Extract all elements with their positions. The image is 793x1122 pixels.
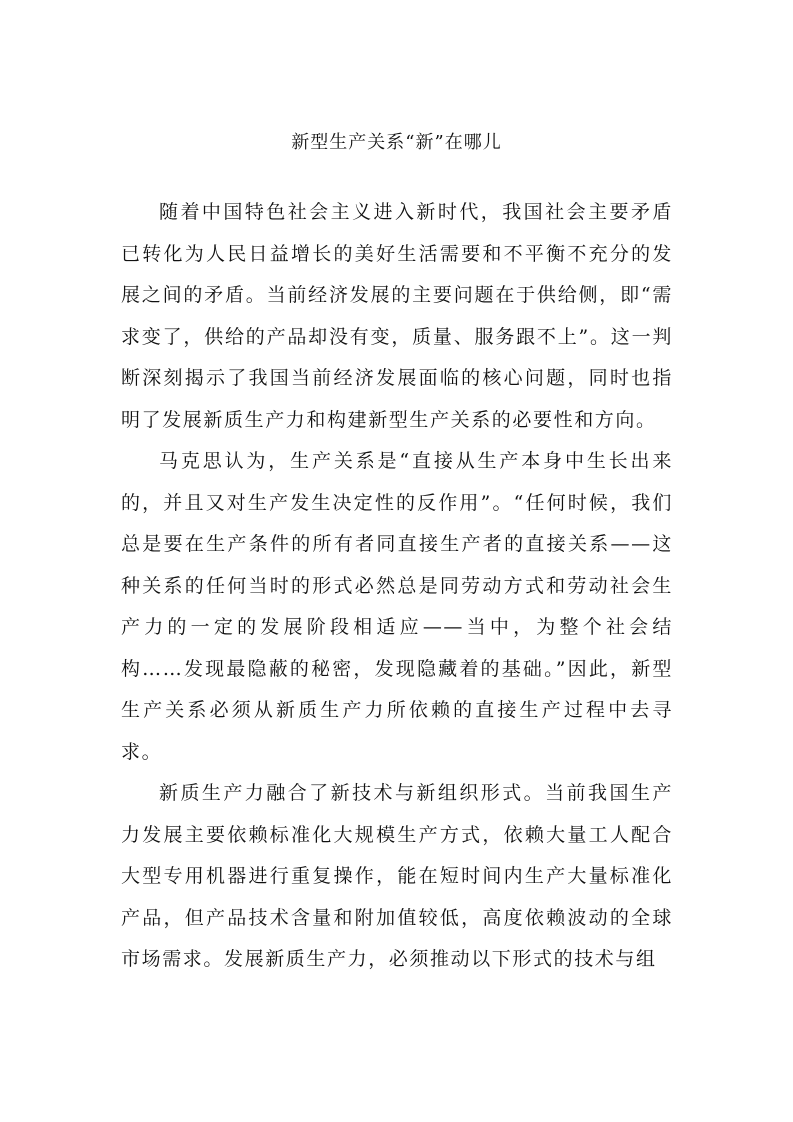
paragraph-3: 新质生产力融合了新技术与新组织形式。当前我国生产力发展主要依赖标准化大规模生产方式，依赖大量工人配合大型专用机器进行重复操作，能在短时间内生产大量标准化产品，但产品技术含量和附加值较低，高度依赖波动的全球市场需求。发展新质生产力，必须推动以下形式的技术与组 xyxy=(121,782,673,970)
document-title: 新型生产关系“新”在哪儿 xyxy=(291,132,502,153)
document-body xyxy=(121,192,673,981)
paragraph-2: 马克思认为，生产关系是“直接从生产本身中生长出来的，并且又对生产发生决定性的反作用”。“任何时候，我们总是要在生产条件的所有者同直接生产者的直接关系——这种关系的任何当时的形式必然总是同劳动方式和劳动社会生产力的一定的发展阶段相适应——当中，为整个社会结构……发现最隐蔽的秘密，发现隐藏着的基础。”因此，新型生产关系必须从新质生产力所依赖的直接生产过程中去寻求。 xyxy=(121,450,673,763)
paragraph-1: 随着中国特色社会主义进入新时代，我国社会主要矛盾已转化为人民日益增长的美好生活需要和不平衡不充分的发展之间的矛盾。当前经济发展的主要问题在于供给侧，即“需求变了，供给的产品却没有变，质量、服务跟不上”。这一判断深刻揭示了我国当前经济发展面临的核心问题，同时也指明了发展新质生产力和构建新型生产关系的必要性和方向。 xyxy=(121,201,673,431)
